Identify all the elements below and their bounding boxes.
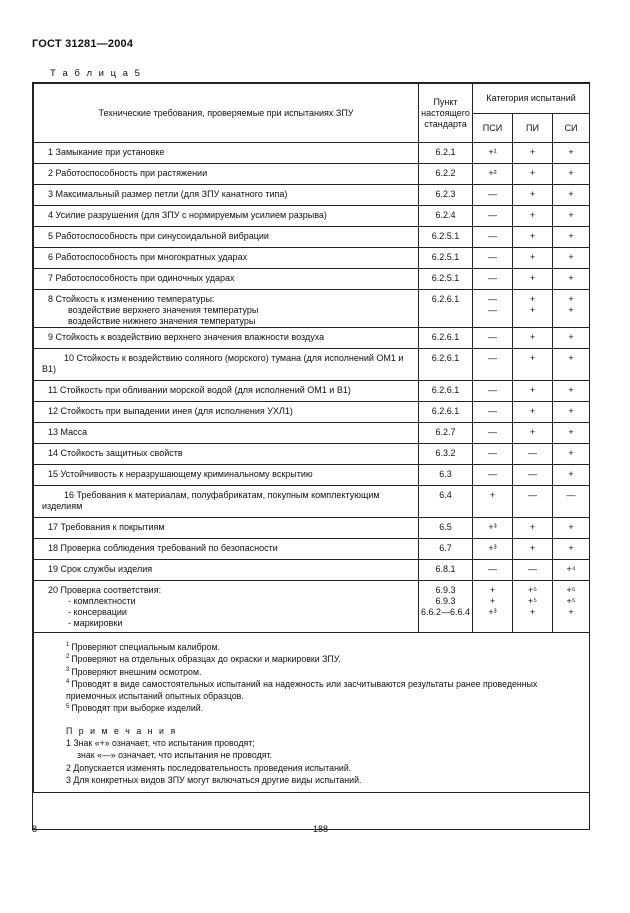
psi-cell bbox=[473, 143, 513, 164]
clause-cell-line: 6.8.1 bbox=[435, 564, 456, 574]
psi-cell-line: — bbox=[488, 353, 497, 363]
requirement-cell bbox=[34, 185, 419, 206]
psi-cell bbox=[473, 164, 513, 185]
psi-cell bbox=[473, 423, 513, 444]
clause-cell-line: 6.2.2 bbox=[435, 168, 456, 178]
si-cell-line: + bbox=[568, 231, 574, 241]
requirement-cell-line: 19 Срок службы изделия bbox=[48, 564, 153, 574]
psi-cell bbox=[473, 581, 513, 633]
clause-cell-line: 6.2.6.1 bbox=[431, 332, 460, 342]
header-category: Категория испытаний bbox=[473, 84, 590, 114]
pi-cell-line: + bbox=[529, 294, 536, 304]
header-si: СИ bbox=[553, 114, 590, 143]
footnote: $^2$ Проверяют на отдельных образцах до окраски и маркировки ЗПУ. bbox=[66, 654, 341, 665]
pi-cell-line: + bbox=[529, 332, 536, 342]
requirement-cell-line: 2 Работоспособность при растяжении bbox=[48, 168, 208, 178]
psi-cell-line: — bbox=[488, 469, 497, 479]
clause-cell bbox=[419, 465, 473, 486]
si-cell-line: +⁵ bbox=[566, 596, 576, 606]
clause-cell bbox=[419, 402, 473, 423]
table-row bbox=[34, 269, 590, 290]
clause-cell bbox=[419, 486, 473, 518]
table-caption: Т а б л и ц а 5 bbox=[50, 68, 142, 79]
psi-cell-line: — bbox=[488, 231, 497, 241]
si-cell-line: — bbox=[566, 490, 576, 500]
pi-cell-line: + bbox=[529, 210, 536, 220]
table-row bbox=[34, 290, 590, 328]
pi-cell-line: + bbox=[529, 353, 536, 363]
psi-cell-line: — bbox=[488, 273, 497, 283]
requirement-cell bbox=[34, 381, 419, 402]
psi-cell bbox=[473, 290, 513, 328]
table-row bbox=[34, 465, 590, 486]
psi-cell bbox=[473, 185, 513, 206]
si-cell bbox=[553, 539, 590, 560]
pi-cell bbox=[513, 290, 553, 328]
clause-cell-line: 6.2.5.1 bbox=[431, 252, 460, 262]
psi-cell bbox=[473, 560, 513, 581]
pi-cell-line: + bbox=[529, 273, 536, 283]
psi-cell bbox=[473, 227, 513, 248]
psi-cell bbox=[473, 402, 513, 423]
si-cell bbox=[553, 581, 590, 633]
psi-cell-line: — bbox=[488, 252, 497, 262]
requirement-cell-line: 7 Работоспособность при одиночных ударах bbox=[48, 273, 235, 283]
footnote: $^5$ Проводят при выборке изделий. bbox=[66, 703, 204, 714]
psi-cell-line: + bbox=[489, 585, 496, 595]
psi-cell-line: +³ bbox=[488, 522, 497, 532]
requirement-cell bbox=[34, 465, 419, 486]
si-cell-line: + bbox=[568, 252, 574, 262]
psi-cell-line: — bbox=[488, 406, 497, 416]
notes-cell bbox=[34, 633, 590, 793]
clause-cell-line: 6.6.2—6.6.4 bbox=[420, 607, 471, 617]
pi-cell-line: + bbox=[529, 147, 536, 157]
requirement-cell-line: воздействие нижнего значения температуры bbox=[68, 316, 256, 326]
clause-cell bbox=[419, 349, 473, 381]
si-cell-line: +⁵ bbox=[566, 585, 576, 595]
table-row bbox=[34, 423, 590, 444]
si-cell-line: + bbox=[568, 189, 574, 199]
table-row bbox=[34, 206, 590, 227]
table-row bbox=[34, 402, 590, 423]
pi-cell-line: + bbox=[529, 252, 536, 262]
psi-cell-line: — bbox=[488, 189, 497, 199]
requirement-cell bbox=[34, 290, 419, 328]
psi-cell bbox=[473, 349, 513, 381]
requirement-cell bbox=[34, 560, 419, 581]
psi-cell-line: — bbox=[488, 332, 497, 342]
header-psi: ПСИ bbox=[473, 114, 513, 143]
requirement-cell-line: 10 Стойкость к воздействию соляного (морского) тумана (для исполнений ОМ1 и В1) bbox=[42, 353, 404, 374]
note-line: знак «—» означает, что испытания не проводят. bbox=[77, 750, 272, 761]
pi-cell-line: + bbox=[529, 168, 536, 178]
clause-cell-line: 6.2.5.1 bbox=[431, 231, 460, 241]
requirement-cell bbox=[34, 227, 419, 248]
table-row bbox=[34, 518, 590, 539]
psi-cell-line: — bbox=[488, 427, 497, 437]
note-line: 1 Знак «+» означает, что испытания проводят; bbox=[66, 738, 255, 749]
clause-cell-line: 6.2.4 bbox=[435, 210, 456, 220]
header-clause-line: стандарта bbox=[424, 118, 467, 129]
si-cell bbox=[553, 444, 590, 465]
si-cell-line: + bbox=[568, 385, 574, 395]
table-row bbox=[34, 560, 590, 581]
clause-cell bbox=[419, 143, 473, 164]
requirement-cell bbox=[34, 539, 419, 560]
requirement-cell bbox=[34, 164, 419, 185]
si-cell bbox=[553, 164, 590, 185]
clause-cell-line: 6.2.7 bbox=[435, 427, 456, 437]
header-clause bbox=[419, 84, 473, 143]
table-5 bbox=[32, 82, 590, 830]
pi-cell bbox=[513, 381, 553, 402]
clause-cell bbox=[419, 206, 473, 227]
requirement-cell bbox=[34, 581, 419, 633]
clause-cell-line: 6.5 bbox=[439, 522, 452, 532]
table-row bbox=[34, 164, 590, 185]
pi-cell bbox=[513, 269, 553, 290]
si-cell-line: + bbox=[568, 543, 574, 553]
psi-cell-line: + bbox=[489, 490, 496, 500]
si-cell bbox=[553, 185, 590, 206]
footnote: $^1$ Проверяют специальным калибром. bbox=[66, 642, 220, 652]
requirement-cell-line: - маркировки bbox=[68, 618, 123, 628]
table-row bbox=[34, 349, 590, 381]
table-row bbox=[34, 581, 590, 633]
clause-cell-line: 6.2.3 bbox=[435, 189, 456, 199]
clause-cell bbox=[419, 328, 473, 349]
table-row bbox=[34, 185, 590, 206]
psi-cell-line: +² bbox=[488, 168, 497, 178]
requirement-cell bbox=[34, 269, 419, 290]
requirement-cell-line: - комплектности bbox=[68, 596, 136, 606]
clause-cell-line: 6.2.6.1 bbox=[431, 353, 460, 363]
pi-cell bbox=[513, 206, 553, 227]
psi-cell-line: — bbox=[488, 210, 497, 220]
psi-cell-line: +³ bbox=[488, 543, 497, 553]
psi-cell-line: — bbox=[488, 448, 497, 458]
table-row bbox=[34, 444, 590, 465]
header-requirements: Технические требования, проверяемые при испытаниях ЗПУ bbox=[34, 84, 419, 143]
footnote: $^3$ Проверяют внешним осмотром. bbox=[66, 666, 202, 677]
psi-cell bbox=[473, 539, 513, 560]
clause-cell-line: 6.2.6.1 bbox=[431, 406, 460, 416]
requirement-cell bbox=[34, 423, 419, 444]
requirement-cell-line: 9 Стойкость к воздействию верхнего значения влажности воздуха bbox=[48, 332, 325, 342]
document-header: ГОСТ 31281—2004 bbox=[32, 38, 134, 50]
clause-cell bbox=[419, 581, 473, 633]
requirement-cell bbox=[34, 518, 419, 539]
si-cell bbox=[553, 227, 590, 248]
requirement-cell-line: 6 Работоспособность при многократных ударах bbox=[48, 252, 248, 262]
requirement-cell bbox=[34, 248, 419, 269]
clause-cell bbox=[419, 560, 473, 581]
si-cell-line: + bbox=[568, 607, 574, 617]
requirement-cell bbox=[34, 206, 419, 227]
requirement-cell-line: 5 Работоспособность при синусоидальной вибрации bbox=[48, 231, 269, 241]
requirement-cell-line: 16 Требования к материалам, полуфабрикатам, покупным комплектующим изделиям bbox=[42, 490, 380, 511]
table-body bbox=[34, 143, 590, 633]
psi-cell bbox=[473, 206, 513, 227]
table-row bbox=[34, 486, 590, 518]
pi-cell-line: +⁵ bbox=[528, 585, 537, 595]
requirement-cell-line: 17 Требования к покрытиям bbox=[48, 522, 165, 532]
footnote: $^4$ Проводят в виде самостоятельных испытаний на надежность или засчитываются результаты ранее проведенных приемочных испытаний опытных образцов. bbox=[66, 678, 538, 702]
requirement-cell-line: 13 Масса bbox=[48, 427, 88, 437]
requirement-cell bbox=[34, 143, 419, 164]
si-cell-line: +⁴ bbox=[566, 564, 576, 574]
clause-cell bbox=[419, 290, 473, 328]
requirement-cell-line: 3 Максимальный размер петли (для ЗПУ канатного типа) bbox=[48, 189, 288, 199]
psi-cell-line: — bbox=[488, 294, 497, 304]
pi-cell-line: + bbox=[529, 607, 536, 617]
pi-cell-line: — bbox=[528, 564, 537, 574]
psi-cell-line: +¹ bbox=[488, 147, 497, 157]
si-cell-line: + bbox=[568, 168, 574, 178]
pi-cell bbox=[513, 402, 553, 423]
pi-cell bbox=[513, 227, 553, 248]
pi-cell bbox=[513, 560, 553, 581]
clause-cell-line: 6.2.6.1 bbox=[431, 294, 460, 304]
pi-cell-line: + bbox=[529, 543, 536, 553]
pi-cell-line: + bbox=[529, 522, 536, 532]
psi-cell bbox=[473, 518, 513, 539]
psi-cell bbox=[473, 328, 513, 349]
clause-cell-line: 6.7 bbox=[439, 543, 452, 553]
pi-cell-line: + bbox=[529, 406, 536, 416]
psi-cell bbox=[473, 381, 513, 402]
psi-cell-line: — bbox=[488, 385, 497, 395]
si-cell bbox=[553, 560, 590, 581]
clause-cell-line: 6.2.5.1 bbox=[431, 273, 460, 283]
pi-cell bbox=[513, 423, 553, 444]
requirement-cell bbox=[34, 486, 419, 518]
table-row bbox=[34, 248, 590, 269]
note-line: 3 Для конкретных видов ЗПУ могут включаться другие виды испытаний. bbox=[66, 774, 362, 785]
clause-cell bbox=[419, 423, 473, 444]
si-cell-line: + bbox=[568, 406, 574, 416]
si-cell bbox=[553, 290, 590, 328]
pi-cell-line: + bbox=[529, 231, 536, 241]
requirement-cell-line: 20 Проверка соответствия: bbox=[48, 585, 162, 595]
si-cell-line: + bbox=[568, 522, 574, 532]
clause-cell-line: 6.3 bbox=[439, 469, 452, 479]
notes-title: П р и м е ч а н и я bbox=[66, 725, 178, 736]
si-cell bbox=[553, 328, 590, 349]
header-pi: ПИ bbox=[513, 114, 553, 143]
clause-cell bbox=[419, 227, 473, 248]
pi-cell-line: + bbox=[529, 189, 536, 199]
si-cell-line: + bbox=[568, 147, 574, 157]
clause-cell bbox=[419, 539, 473, 560]
psi-cell bbox=[473, 269, 513, 290]
psi-cell bbox=[473, 486, 513, 518]
clause-cell-line: 6.9.3 bbox=[435, 596, 456, 606]
si-cell bbox=[553, 423, 590, 444]
si-cell bbox=[553, 465, 590, 486]
si-cell-line: + bbox=[568, 448, 574, 458]
pi-cell-line: — bbox=[528, 448, 537, 458]
si-cell bbox=[553, 486, 590, 518]
clause-cell bbox=[419, 164, 473, 185]
requirement-cell-line: 15 Устойчивость к неразрушающему криминальному вскрытию bbox=[48, 469, 313, 479]
pi-cell bbox=[513, 518, 553, 539]
pi-cell bbox=[513, 486, 553, 518]
si-cell-line: + bbox=[568, 305, 574, 315]
clause-cell bbox=[419, 248, 473, 269]
si-cell bbox=[553, 269, 590, 290]
si-cell-line: + bbox=[568, 332, 574, 342]
si-cell-line: + bbox=[568, 469, 574, 479]
clause-cell-line: 6.3.2 bbox=[435, 448, 456, 458]
clause-cell bbox=[419, 518, 473, 539]
si-cell-line: + bbox=[568, 427, 574, 437]
si-cell bbox=[553, 518, 590, 539]
clause-cell bbox=[419, 269, 473, 290]
psi-cell-line: + bbox=[489, 596, 496, 606]
page-number-left: 8 bbox=[32, 824, 38, 834]
pi-cell bbox=[513, 143, 553, 164]
psi-cell-line: — bbox=[488, 564, 497, 574]
requirement-cell-line: 4 Усилие разрушения (для ЗПУ с нормируемым усилием разрыва) bbox=[48, 210, 327, 220]
pi-cell bbox=[513, 248, 553, 269]
header-clause-line: настоящего bbox=[421, 107, 470, 118]
si-cell bbox=[553, 402, 590, 423]
si-cell bbox=[553, 206, 590, 227]
si-cell bbox=[553, 143, 590, 164]
si-cell bbox=[553, 248, 590, 269]
requirement-cell bbox=[34, 444, 419, 465]
requirement-cell-line: 11 Стойкость при обливании морской водой (для исполнений ОМ1 и В1) bbox=[48, 385, 351, 395]
requirement-cell-line: 18 Проверка соблюдения требований по безопасности bbox=[48, 543, 278, 553]
requirement-cell-line: воздействие верхнего значения температуры bbox=[68, 305, 259, 315]
requirement-cell-line: 1 Замыкание при установке bbox=[48, 147, 165, 157]
requirement-cell-line: 14 Стойкость защитных свойств bbox=[48, 448, 183, 458]
requirement-cell-line: 12 Стойкость при выпадении инея (для исполнения УХЛ1) bbox=[48, 406, 293, 416]
clause-cell bbox=[419, 381, 473, 402]
si-cell-line: + bbox=[568, 210, 574, 220]
requirement-cell bbox=[34, 349, 419, 381]
clause-cell-line: 6.2.1 bbox=[435, 147, 456, 157]
si-cell bbox=[553, 349, 590, 381]
pi-cell bbox=[513, 164, 553, 185]
pi-cell bbox=[513, 465, 553, 486]
clause-cell-line: 6.9.3 bbox=[435, 585, 456, 595]
table-row bbox=[34, 227, 590, 248]
psi-cell bbox=[473, 465, 513, 486]
table-row bbox=[34, 539, 590, 560]
pi-cell-line: + bbox=[529, 305, 536, 315]
si-cell-line: + bbox=[568, 273, 574, 283]
si-cell bbox=[553, 381, 590, 402]
header-clause-line: Пункт bbox=[433, 96, 458, 107]
si-cell-line: + bbox=[568, 353, 574, 363]
requirement-cell bbox=[34, 328, 419, 349]
clause-cell-line: 6.2.6.1 bbox=[431, 385, 460, 395]
si-cell-line: + bbox=[568, 294, 574, 304]
pi-cell bbox=[513, 185, 553, 206]
pi-cell bbox=[513, 349, 553, 381]
pi-cell-line: + bbox=[529, 385, 536, 395]
requirement-cell-line: - консервации bbox=[68, 607, 127, 617]
table-row bbox=[34, 381, 590, 402]
pi-cell-line: — bbox=[528, 469, 537, 479]
clause-cell bbox=[419, 185, 473, 206]
pi-cell bbox=[513, 539, 553, 560]
pi-cell bbox=[513, 581, 553, 633]
clause-cell bbox=[419, 444, 473, 465]
page-number-center: 188 bbox=[313, 824, 329, 834]
pi-cell-line: — bbox=[528, 490, 537, 500]
requirement-cell bbox=[34, 402, 419, 423]
pi-cell bbox=[513, 328, 553, 349]
clause-cell-line: 6.4 bbox=[439, 490, 452, 500]
table-row bbox=[34, 143, 590, 164]
psi-cell-line: +³ bbox=[488, 607, 497, 617]
pi-cell-line: + bbox=[529, 427, 536, 437]
psi-cell-line: — bbox=[488, 305, 497, 315]
psi-cell bbox=[473, 248, 513, 269]
pi-cell-line: +⁵ bbox=[528, 596, 537, 606]
table-row bbox=[34, 328, 590, 349]
requirement-cell-line: 8 Стойкость к изменению температуры: bbox=[48, 294, 215, 304]
pi-cell bbox=[513, 444, 553, 465]
psi-cell bbox=[473, 444, 513, 465]
note-line: 2 Допускается изменять последовательность проведения испытаний. bbox=[66, 762, 352, 773]
